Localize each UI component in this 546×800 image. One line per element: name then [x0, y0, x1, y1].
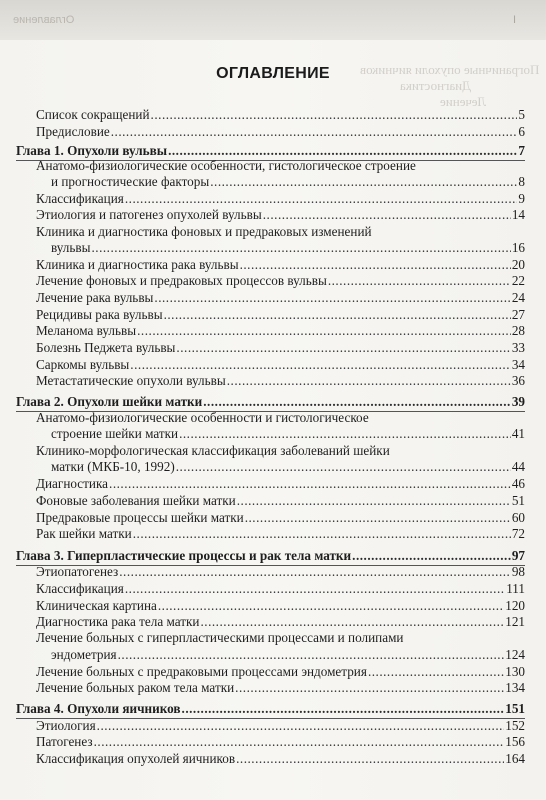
toc-entry-title: Меланома вульвы — [36, 323, 137, 338]
toc-page-number: 152 — [505, 718, 525, 733]
toc-entry — [36, 664, 525, 680]
toc-entry-title: Рак шейки матки — [36, 526, 132, 541]
toc-entry-title: Глава 4. Опухоли яичников — [16, 701, 181, 716]
toc-entry-title: Классификация опухолей яичников — [36, 751, 236, 766]
toc-entry-title: Лечение рака вульвы — [36, 290, 154, 305]
toc-entry-title: Классификация — [36, 581, 124, 596]
dot-leader — [158, 598, 504, 614]
toc-page-number: 121 — [505, 614, 525, 629]
toc-entry-title: Глава 2. Опухоли шейки матки — [16, 394, 203, 409]
toc-page-number: 72 — [511, 526, 525, 541]
toc-entry: Клиника и диагностика фоновых и предраковых изменений — [36, 224, 372, 239]
toc-entry — [36, 734, 525, 750]
toc-entry — [36, 323, 525, 339]
dot-leader — [237, 493, 511, 509]
toc-page-number: 41 — [511, 426, 525, 441]
toc-entry-title: и прогностические факторы — [51, 174, 210, 189]
toc-page-number: 7 — [518, 143, 525, 158]
dot-leader — [227, 373, 511, 389]
toc-entry-title: матки (МКБ-10, 1992) — [51, 459, 175, 474]
toc-page-number: 8 — [518, 174, 525, 189]
dot-leader — [91, 240, 510, 256]
dot-leader — [182, 701, 505, 717]
toc-entry: Анатомо-физиологические особенности и гистологическое — [36, 410, 369, 425]
toc-entry-title: Диагностика — [36, 476, 109, 491]
toc-page-number: 6 — [518, 124, 525, 139]
toc-page-number: 20 — [511, 257, 525, 272]
toc-entry — [36, 373, 525, 389]
dot-leader — [203, 394, 511, 410]
dot-leader — [118, 647, 505, 663]
toc-entry: Анатомо-физиологические особенности, гистологическое строение — [36, 158, 416, 173]
dot-leader — [154, 290, 510, 306]
toc-entry-title: Саркомы вульвы — [36, 357, 130, 372]
toc-page-number: 9 — [518, 191, 525, 206]
toc-entry-title: Этиология — [36, 718, 96, 733]
toc-page-number: 156 — [505, 734, 525, 749]
dot-leader — [235, 680, 504, 696]
toc-page-number: 27 — [511, 307, 525, 322]
toc-entry — [36, 718, 525, 734]
toc-page-number: 28 — [511, 323, 525, 338]
dot-leader — [111, 124, 518, 140]
toc-page-number: 60 — [511, 510, 525, 525]
dot-leader — [176, 459, 511, 475]
toc-entry-title: Список сокращений — [36, 107, 150, 122]
page-marker: I — [512, 14, 516, 26]
page-title: ОГЛАВЛЕНИЕ — [216, 65, 330, 82]
toc-entry — [36, 340, 525, 356]
toc-entry-title: вульвы — [51, 240, 91, 255]
toc-entry-title: Предисловие — [36, 124, 110, 139]
dot-leader — [164, 307, 511, 323]
toc-entry-title: строение шейки матки — [51, 426, 179, 441]
toc-entry — [36, 124, 525, 140]
dot-leader — [176, 340, 510, 356]
page-header-strip — [0, 0, 546, 40]
dot-leader — [109, 476, 511, 492]
dot-leader — [94, 734, 505, 750]
toc-entry — [36, 564, 525, 580]
toc-entry — [51, 174, 525, 190]
toc-entry-title: Рецидивы рака вульвы — [36, 307, 163, 322]
dot-leader — [210, 174, 517, 190]
toc-entry-title: Клиническая картина — [36, 598, 157, 613]
toc-page-number: 97 — [511, 548, 525, 563]
toc-entry-title: эндометрия — [51, 647, 117, 662]
dot-leader — [236, 751, 504, 767]
toc-page-number: 51 — [511, 493, 525, 508]
toc-chapter-heading — [16, 548, 525, 564]
running-title: Оглавление — [13, 14, 75, 26]
toc-page-number: 33 — [511, 340, 525, 355]
dot-leader — [240, 257, 511, 273]
bleed-through-line: Пограничные опухоли яичников — [360, 62, 540, 77]
dot-leader — [168, 143, 517, 159]
toc-entry — [51, 459, 525, 475]
toc-entry — [36, 614, 525, 630]
toc-page-number: 39 — [511, 394, 525, 409]
toc-entry — [36, 307, 525, 323]
toc-entry — [36, 476, 525, 492]
toc-entry — [36, 107, 525, 123]
toc-page-number: 151 — [505, 701, 525, 716]
toc-entry-title: Глава 3. Гиперпластические процессы и рак тела матки — [16, 548, 352, 563]
toc-entry-title: Этиопатогенез — [36, 564, 119, 579]
toc-entry — [36, 290, 525, 306]
toc-entry — [36, 191, 525, 207]
toc-page-number: 44 — [511, 459, 525, 474]
toc-page-number: 124 — [505, 647, 525, 662]
toc-entry: Клинико-морфологическая классификация заболеваний шейки — [36, 443, 390, 458]
toc-entry-title: Предраковые процессы шейки матки — [36, 510, 244, 525]
toc-entry — [36, 257, 525, 273]
toc-entry — [36, 510, 525, 526]
toc-entry — [36, 357, 525, 373]
toc-entry — [36, 273, 525, 289]
toc-page-number: 16 — [511, 240, 525, 255]
toc-page-number: 46 — [511, 476, 525, 491]
dot-leader — [200, 614, 504, 630]
toc-entry: Лечение больных с гиперпластическими процессами и полипами — [36, 630, 404, 645]
toc-chapter-heading — [16, 701, 525, 717]
dot-leader — [151, 107, 518, 123]
toc-entry — [51, 426, 525, 442]
toc-page-number: 120 — [505, 598, 525, 613]
toc-entry-title: Фоновые заболевания шейки матки — [36, 493, 236, 508]
dot-leader — [119, 564, 511, 580]
dot-leader — [263, 207, 511, 223]
toc-page-number: 98 — [511, 564, 525, 579]
toc-entry — [51, 647, 525, 663]
toc-page-number: 134 — [505, 680, 525, 695]
dot-leader — [125, 581, 505, 597]
dot-leader — [179, 426, 511, 442]
toc-entry-title: Лечение больных раком тела матки — [36, 680, 235, 695]
dot-leader — [97, 718, 505, 734]
toc-entry-title: Глава 1. Опухоли вульвы — [16, 143, 168, 158]
toc-entry-title: Лечение больных с предраковыми процессами эндометрия — [36, 664, 367, 679]
toc-entry — [36, 680, 525, 696]
toc-page-number: 36 — [511, 373, 525, 388]
toc-entry-title: Клиника и диагностика рака вульвы — [36, 257, 239, 272]
toc-entry — [36, 581, 525, 597]
dot-leader — [328, 273, 511, 289]
toc-entry — [36, 207, 525, 223]
toc-entry-title: Диагностика рака тела матки — [36, 614, 200, 629]
toc-entry — [36, 493, 525, 509]
toc-page-number: 111 — [506, 581, 525, 596]
dot-leader — [130, 357, 511, 373]
dot-leader — [352, 548, 511, 564]
dot-leader — [125, 191, 518, 207]
toc-page-number: 164 — [505, 751, 525, 766]
toc-entry-title: Болезнь Педжета вульвы — [36, 340, 176, 355]
bleed-through-line: Лечение — [440, 94, 487, 109]
dot-leader — [137, 323, 511, 339]
bleed-through-line: Диагностика — [400, 78, 472, 93]
toc-entry-title: Метастатические опухоли вульвы — [36, 373, 226, 388]
toc-entry-title: Патогенез — [36, 734, 93, 749]
toc-page-number: 130 — [505, 664, 525, 679]
toc-chapter-heading — [16, 394, 525, 410]
toc-page-number: 34 — [511, 357, 525, 372]
toc-entry-title: Этиология и патогенез опухолей вульвы — [36, 207, 262, 222]
toc-entry-title: Лечение фоновых и предраковых процессов вульвы — [36, 273, 327, 288]
toc-entry — [36, 751, 525, 767]
dot-leader — [133, 526, 511, 542]
toc-entry — [36, 526, 525, 542]
toc-page-number: 22 — [511, 273, 525, 288]
dot-leader — [368, 664, 504, 680]
toc-entry-title: Классификация — [36, 191, 124, 206]
toc-page-number: 14 — [511, 207, 525, 222]
toc-entry — [51, 240, 525, 256]
toc-page-number: 24 — [511, 290, 525, 305]
toc-page-number: 5 — [518, 107, 525, 122]
toc-entry — [36, 598, 525, 614]
dot-leader — [245, 510, 511, 526]
toc-chapter-heading — [16, 143, 525, 159]
